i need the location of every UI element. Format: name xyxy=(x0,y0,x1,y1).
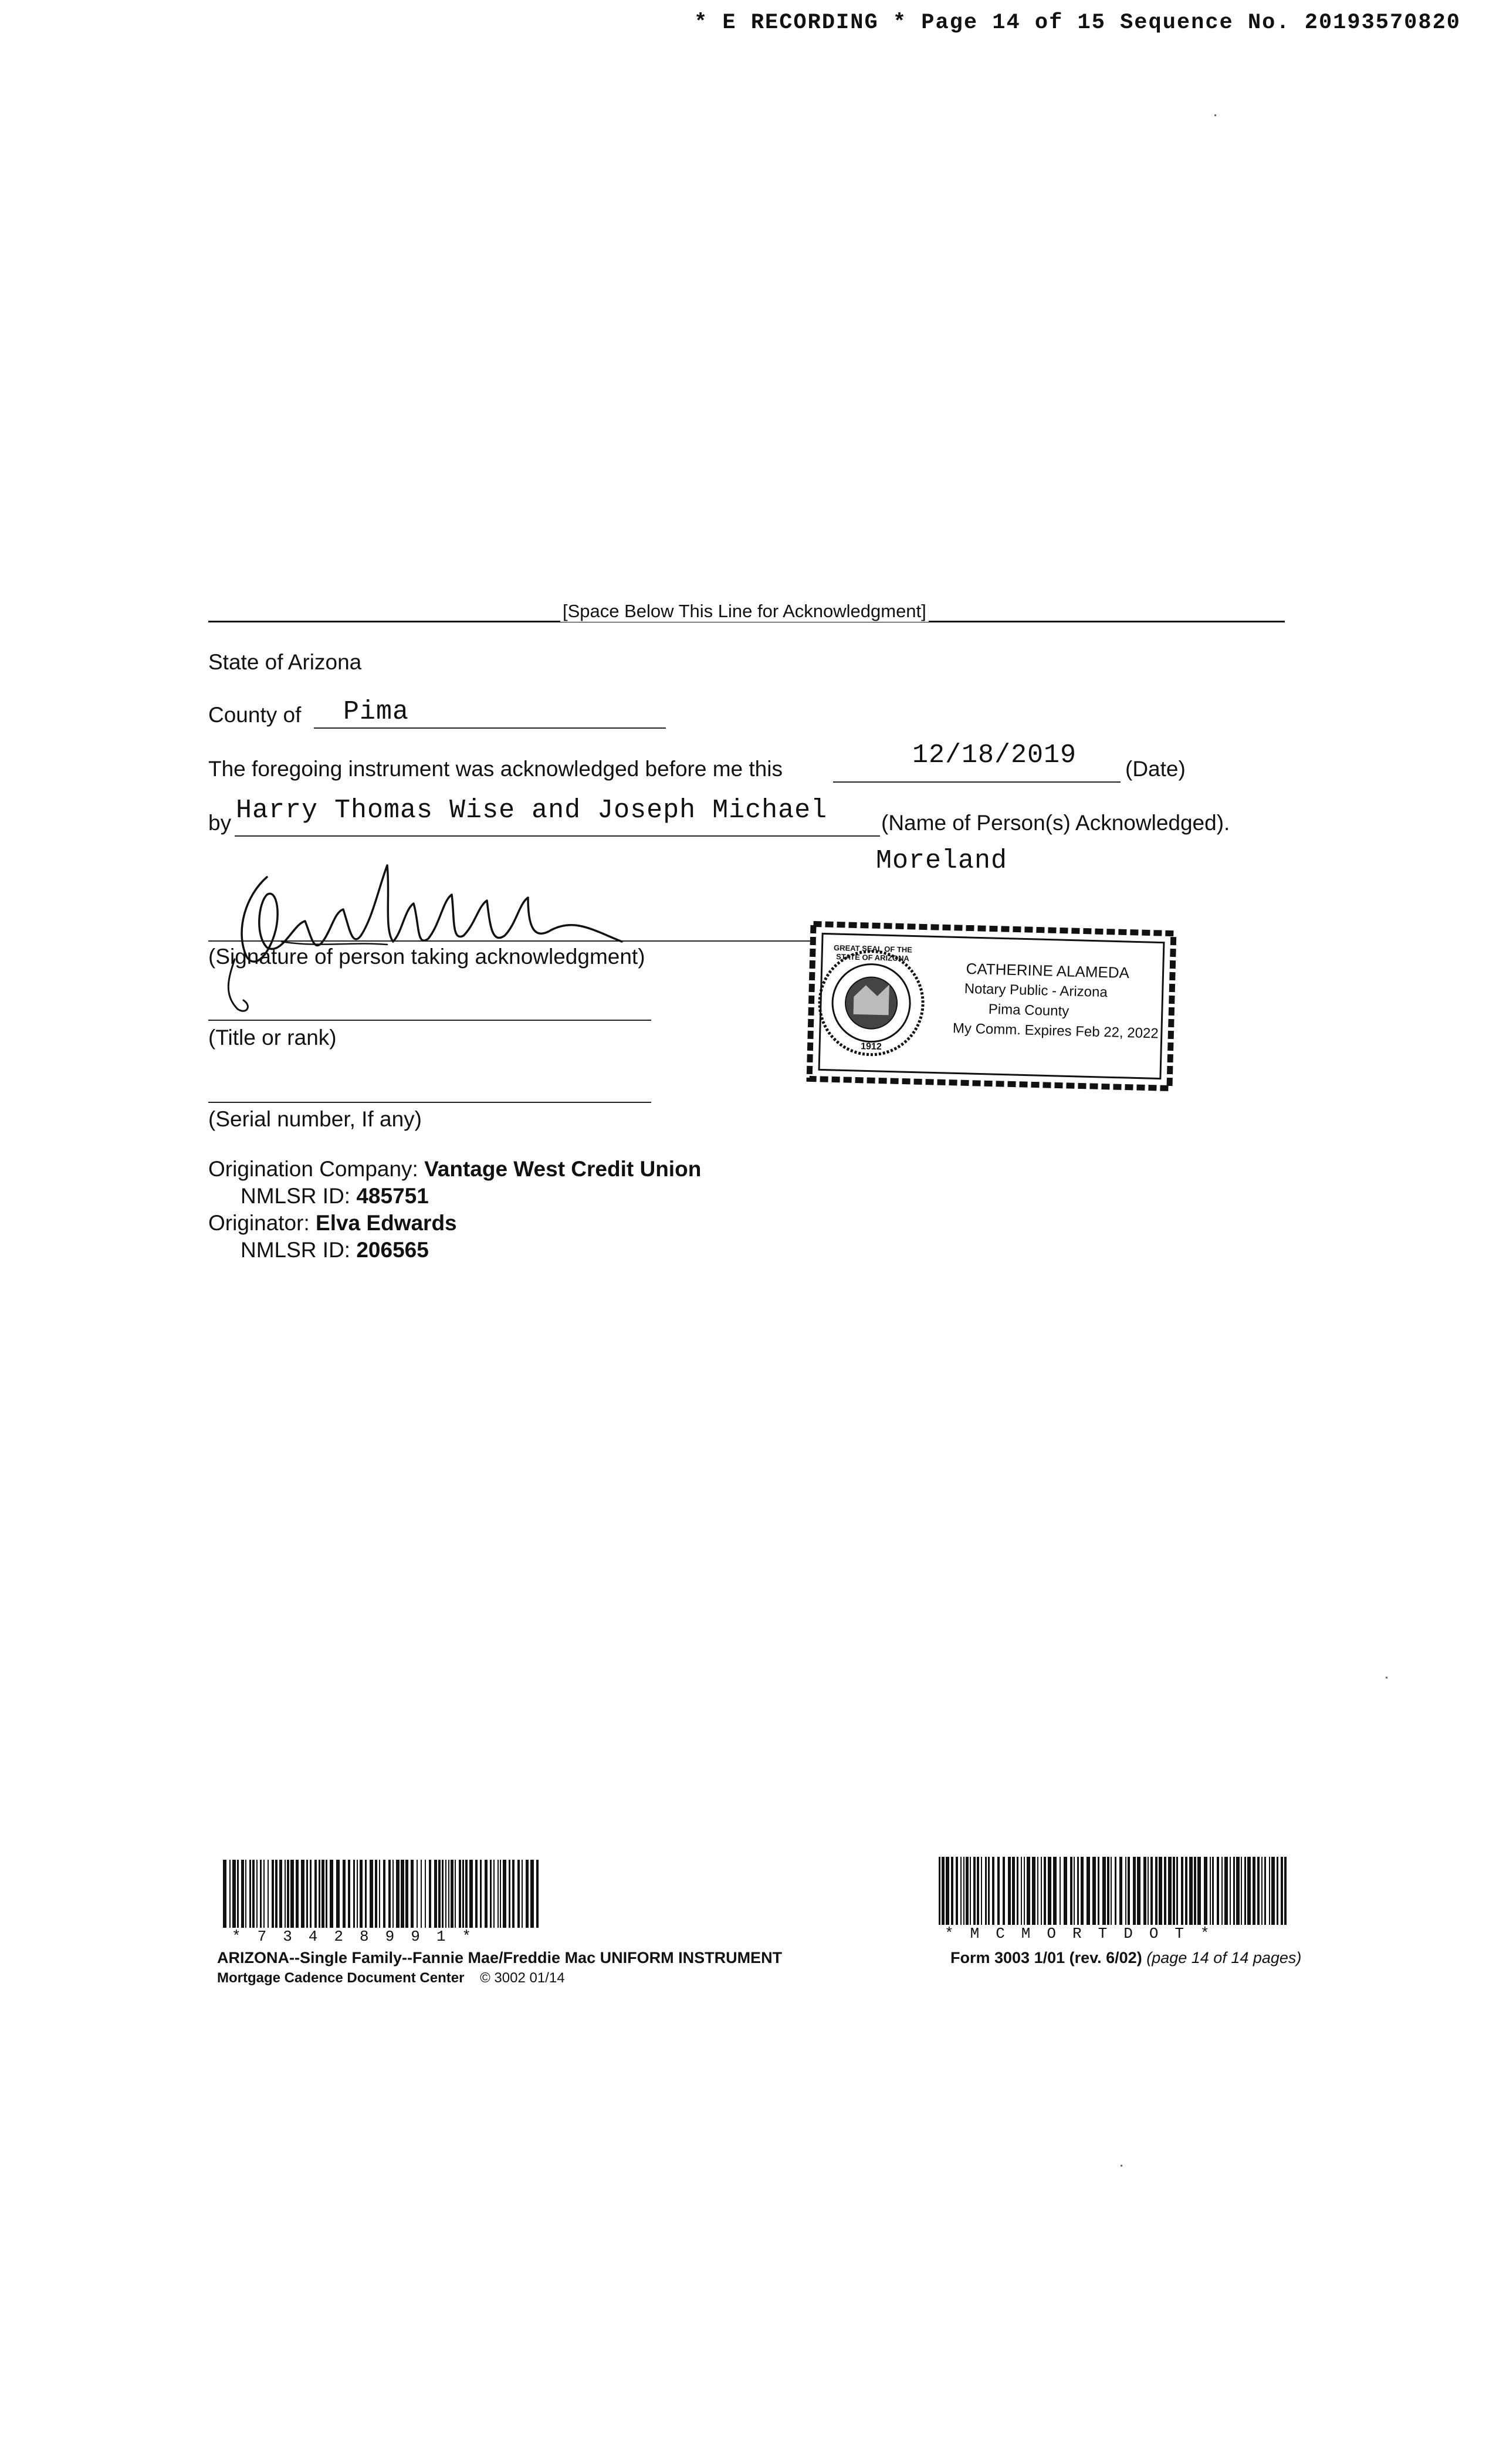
date-underline xyxy=(833,781,1121,783)
recording-header: * E RECORDING * Page 14 of 15 Sequence No. 20193570820 xyxy=(694,11,1461,35)
barcode-bar xyxy=(512,1860,515,1928)
barcode-bar xyxy=(1173,1857,1175,1925)
barcode-bar xyxy=(260,1860,262,1928)
barcode-bar xyxy=(981,1857,982,1925)
barcode-bar xyxy=(1053,1857,1057,1925)
barcode-bar xyxy=(1269,1857,1270,1925)
barcode-bar xyxy=(1003,1857,1005,1925)
barcode-bar xyxy=(1128,1857,1130,1925)
barcode-bar xyxy=(517,1860,520,1928)
barcode-bar xyxy=(1168,1857,1172,1925)
originator-nmlsr-value: 206565 xyxy=(356,1238,429,1262)
barcode-bar xyxy=(232,1860,236,1928)
notary-name: CATHERINE ALAMEDA xyxy=(966,959,1130,982)
barcode-bar xyxy=(348,1860,350,1928)
barcode-bar xyxy=(268,1860,269,1928)
barcode-bar xyxy=(252,1860,255,1928)
barcode-bar xyxy=(321,1860,324,1928)
barcode-bar xyxy=(951,1857,953,1925)
barcode-bar xyxy=(1032,1857,1035,1925)
notary-county: Pima County xyxy=(988,1001,1069,1020)
barcode-bar xyxy=(401,1860,404,1928)
barcode-bar xyxy=(1027,1857,1030,1925)
barcode-bar xyxy=(1102,1857,1106,1925)
county-value: Pima xyxy=(343,697,409,727)
signature-caption: (Signature of person taking acknowledgment) xyxy=(208,945,645,969)
barcode-bar xyxy=(503,1860,506,1928)
title-underline xyxy=(208,1020,651,1021)
barcode-bar xyxy=(451,1860,453,1928)
company-nmlsr-row xyxy=(241,1184,429,1209)
barcode-bar xyxy=(1261,1857,1263,1925)
seal-year: 1912 xyxy=(860,1041,882,1052)
barcode-bar xyxy=(480,1860,482,1928)
company-nmlsr-value: 485751 xyxy=(356,1184,429,1208)
barcode-bar xyxy=(497,1860,499,1928)
date-suffix: (Date) xyxy=(1125,757,1186,781)
barcode-bar xyxy=(1176,1857,1178,1925)
persons-suffix: (Name of Person(s) Acknowledged). xyxy=(881,811,1230,835)
barcode-bar xyxy=(360,1860,363,1928)
barcode-bar xyxy=(939,1857,940,1925)
barcode-bar xyxy=(1012,1857,1015,1925)
barcode-bar xyxy=(223,1860,226,1928)
barcode-bar xyxy=(490,1860,492,1928)
barcode-bar xyxy=(425,1860,426,1928)
barcode-bar xyxy=(960,1857,962,1925)
barcode-bar xyxy=(1087,1857,1090,1925)
barcode-bar xyxy=(1137,1857,1140,1925)
barcode-bar xyxy=(530,1860,534,1928)
barcode-bar xyxy=(336,1860,340,1928)
barcode-bar xyxy=(330,1860,333,1928)
barcode-bar xyxy=(1236,1857,1240,1925)
barcode-bar xyxy=(455,1860,456,1928)
date-value: 12/18/2019 xyxy=(912,740,1077,770)
barcode-bar xyxy=(988,1857,990,1925)
persons-line1: Harry Thomas Wise and Joseph Michael xyxy=(236,796,828,825)
barcode-bar xyxy=(475,1860,478,1928)
barcode-bar xyxy=(241,1860,244,1928)
barcode-bar xyxy=(970,1857,971,1925)
barcode-bar xyxy=(1064,1857,1067,1925)
barcode-bar xyxy=(1185,1857,1187,1925)
barcode-bar xyxy=(985,1857,987,1925)
barcode-bar xyxy=(1181,1857,1183,1925)
right-barcode-text: *MCMORTDOT* xyxy=(945,1925,1226,1942)
barcode-bar xyxy=(1244,1857,1246,1925)
barcode-bar xyxy=(1204,1857,1207,1925)
doc-center-row xyxy=(217,1970,565,1986)
scan-speck xyxy=(1386,1677,1387,1678)
origination-company-label: Origination Company: xyxy=(208,1157,418,1181)
barcode-bar xyxy=(279,1860,282,1928)
barcode-bar xyxy=(314,1860,317,1928)
barcode-bar xyxy=(942,1857,945,1925)
barcode-bar xyxy=(1092,1857,1096,1925)
barcode-bar xyxy=(285,1860,286,1928)
barcode-bar xyxy=(469,1860,473,1928)
barcode-bar xyxy=(1133,1857,1136,1925)
barcode-bar xyxy=(442,1860,444,1928)
barcode-bar xyxy=(1271,1857,1275,1925)
barcode-bar xyxy=(237,1860,239,1928)
barcode-bar xyxy=(1253,1857,1255,1925)
barcode-bar xyxy=(326,1860,327,1928)
barcode-bar xyxy=(1024,1857,1025,1925)
barcode-bar xyxy=(375,1860,377,1928)
barcode-bar xyxy=(462,1860,464,1928)
barcode-bar xyxy=(1194,1857,1196,1925)
barcode-bar xyxy=(1074,1857,1075,1925)
barcode-bar xyxy=(1155,1857,1157,1925)
notary-title: Notary Public - Arizona xyxy=(964,980,1108,1001)
barcode-bar xyxy=(500,1860,501,1928)
barcode-bar xyxy=(493,1860,495,1928)
barcode-bar xyxy=(290,1860,294,1928)
barcode-bar xyxy=(966,1857,969,1925)
barcode-bar xyxy=(310,1860,312,1928)
scan-speck xyxy=(1121,2165,1122,2167)
originator-nmlsr-row xyxy=(241,1238,429,1263)
barcode-bar xyxy=(1277,1857,1278,1925)
originator-value: Elva Edwards xyxy=(316,1211,457,1235)
barcode-bar xyxy=(1143,1857,1146,1925)
barcode-bar xyxy=(1111,1857,1112,1925)
barcode-bar xyxy=(536,1860,539,1928)
barcode-bar xyxy=(1148,1857,1149,1925)
by-label: by xyxy=(208,811,232,835)
barcode-bar xyxy=(421,1860,422,1928)
barcode-bar xyxy=(392,1860,394,1928)
barcode-bar xyxy=(319,1860,320,1928)
barcode-bar xyxy=(526,1860,529,1928)
barcode-bar xyxy=(287,1860,289,1928)
doc-center: Mortgage Cadence Document Center xyxy=(217,1970,465,1986)
barcode-bar xyxy=(977,1857,979,1925)
barcode-bar xyxy=(1164,1857,1166,1925)
barcode-bar xyxy=(1281,1857,1283,1925)
separator-label: [Space Below This Line for Acknowledgment] xyxy=(560,601,929,622)
persons-underline xyxy=(235,835,880,837)
barcode-bar xyxy=(1119,1857,1122,1925)
barcode-bar xyxy=(383,1860,385,1928)
county-underline xyxy=(314,727,666,729)
barcode-bar xyxy=(1159,1857,1162,1925)
left-barcode xyxy=(223,1860,543,1928)
barcode-bar xyxy=(405,1860,408,1928)
originator-nmlsr-label: NMLSR ID: xyxy=(241,1238,351,1262)
barcode-bar xyxy=(485,1860,488,1928)
form-number: Form 3003 1/01 (rev. 6/02) xyxy=(950,1949,1142,1967)
left-barcode-text: *73428991* xyxy=(232,1928,488,1945)
barcode-bar xyxy=(1230,1857,1231,1925)
barcode-bar xyxy=(1241,1857,1242,1925)
barcode-bar xyxy=(1044,1857,1046,1925)
left-barcode-image xyxy=(223,1860,543,1928)
barcode-bar xyxy=(388,1860,391,1928)
barcode-bar xyxy=(429,1860,431,1928)
barcode-bar xyxy=(1008,1857,1011,1925)
barcode-bar xyxy=(1125,1857,1126,1925)
barcode-bar xyxy=(245,1860,246,1928)
barcode-bar xyxy=(1189,1857,1193,1925)
barcode-bar xyxy=(411,1860,414,1928)
barcode-bar xyxy=(1247,1857,1251,1925)
barcode-bar xyxy=(275,1860,277,1928)
barcode-bar xyxy=(1060,1857,1061,1925)
barcode-bar xyxy=(1017,1857,1018,1925)
barcode-bar xyxy=(1150,1857,1153,1925)
barcode-bar xyxy=(434,1860,437,1928)
company-nmlsr-label: NMLSR ID: xyxy=(241,1184,351,1208)
barcode-bar xyxy=(370,1860,373,1928)
origination-company-row xyxy=(208,1157,701,1182)
barcode-bar xyxy=(296,1860,299,1928)
barcode-bar xyxy=(973,1857,976,1925)
barcode-bar xyxy=(1264,1857,1266,1925)
barcode-bar xyxy=(1257,1857,1260,1925)
barcode-bar xyxy=(1212,1857,1214,1925)
foregoing-text: The foregoing instrument was acknowledged before me this xyxy=(208,757,783,781)
persons-line2: Moreland xyxy=(876,846,1008,876)
originator-label: Originator: xyxy=(208,1211,310,1235)
originator-row xyxy=(208,1211,457,1236)
serial-caption: (Serial number, If any) xyxy=(208,1107,422,1131)
notary-stamp xyxy=(804,919,1178,1093)
right-barcode xyxy=(939,1857,1291,1925)
barcode-bar xyxy=(1107,1857,1109,1925)
barcode-bar xyxy=(1210,1857,1211,1925)
barcode-bar xyxy=(522,1860,523,1928)
barcode-bar xyxy=(438,1860,441,1928)
barcode-bar xyxy=(997,1857,1000,1925)
county-label: County of xyxy=(208,703,302,727)
barcode-bar xyxy=(1037,1857,1038,1925)
barcode-bar xyxy=(256,1860,258,1928)
barcode-bar xyxy=(357,1860,358,1928)
barcode-bar xyxy=(1233,1857,1235,1925)
barcode-bar xyxy=(1081,1857,1084,1925)
barcode-bar xyxy=(343,1860,346,1928)
barcode-bar xyxy=(229,1860,231,1928)
barcode-bar xyxy=(1070,1857,1072,1925)
barcode-bar xyxy=(459,1860,461,1928)
barcode-bar xyxy=(365,1860,367,1928)
barcode-bar xyxy=(1021,1857,1022,1925)
barcode-bar xyxy=(1217,1857,1219,1925)
notary-expiration: My Comm. Expires Feb 22, 2022 xyxy=(952,1020,1159,1042)
serial-underline xyxy=(208,1102,651,1103)
barcode-bar xyxy=(396,1860,400,1928)
barcode-bar xyxy=(353,1860,355,1928)
barcode-bar xyxy=(301,1860,304,1928)
form-title: ARIZONA--Single Family--Fannie Mae/Freddie Mac UNIFORM INSTRUMENT xyxy=(217,1949,783,1967)
right-barcode-image xyxy=(939,1857,1291,1925)
barcode-bar xyxy=(963,1857,964,1925)
barcode-bar xyxy=(956,1857,958,1925)
barcode-bar xyxy=(272,1860,274,1928)
state-line: State of Arizona xyxy=(208,650,362,674)
barcode-bar xyxy=(1115,1857,1116,1925)
barcode-bar xyxy=(946,1857,949,1925)
barcode-bar xyxy=(263,1860,265,1928)
title-caption: (Title or rank) xyxy=(208,1025,337,1050)
page-note: (page 14 of 14 pages) xyxy=(1146,1949,1302,1967)
barcode-bar xyxy=(509,1860,510,1928)
barcode-bar xyxy=(448,1860,449,1928)
seal-text: GREAT SEAL OF THE STATE OF ARIZONA xyxy=(833,943,913,963)
notary-signature-image xyxy=(211,854,657,1018)
barcode-bar xyxy=(306,1860,308,1928)
barcode-bar xyxy=(1048,1857,1051,1925)
barcode-bar xyxy=(379,1860,380,1928)
barcode-bar xyxy=(445,1860,446,1928)
scan-speck xyxy=(1214,114,1216,116)
form-number-row xyxy=(950,1949,1301,1967)
barcode-bar xyxy=(1284,1857,1287,1925)
barcode-bar xyxy=(1224,1857,1228,1925)
barcode-bar xyxy=(1221,1857,1223,1925)
barcode-bar xyxy=(1197,1857,1201,1925)
barcode-bar xyxy=(417,1860,418,1928)
barcode-bar xyxy=(992,1857,994,1925)
origination-company-value: Vantage West Credit Union xyxy=(424,1157,702,1181)
copyright: © 3002 01/14 xyxy=(480,1970,565,1986)
barcode-bar xyxy=(1041,1857,1042,1925)
barcode-bar xyxy=(1077,1857,1079,1925)
barcode-bar xyxy=(249,1860,251,1928)
barcode-bar xyxy=(1098,1857,1099,1925)
barcode-bar xyxy=(465,1860,468,1928)
